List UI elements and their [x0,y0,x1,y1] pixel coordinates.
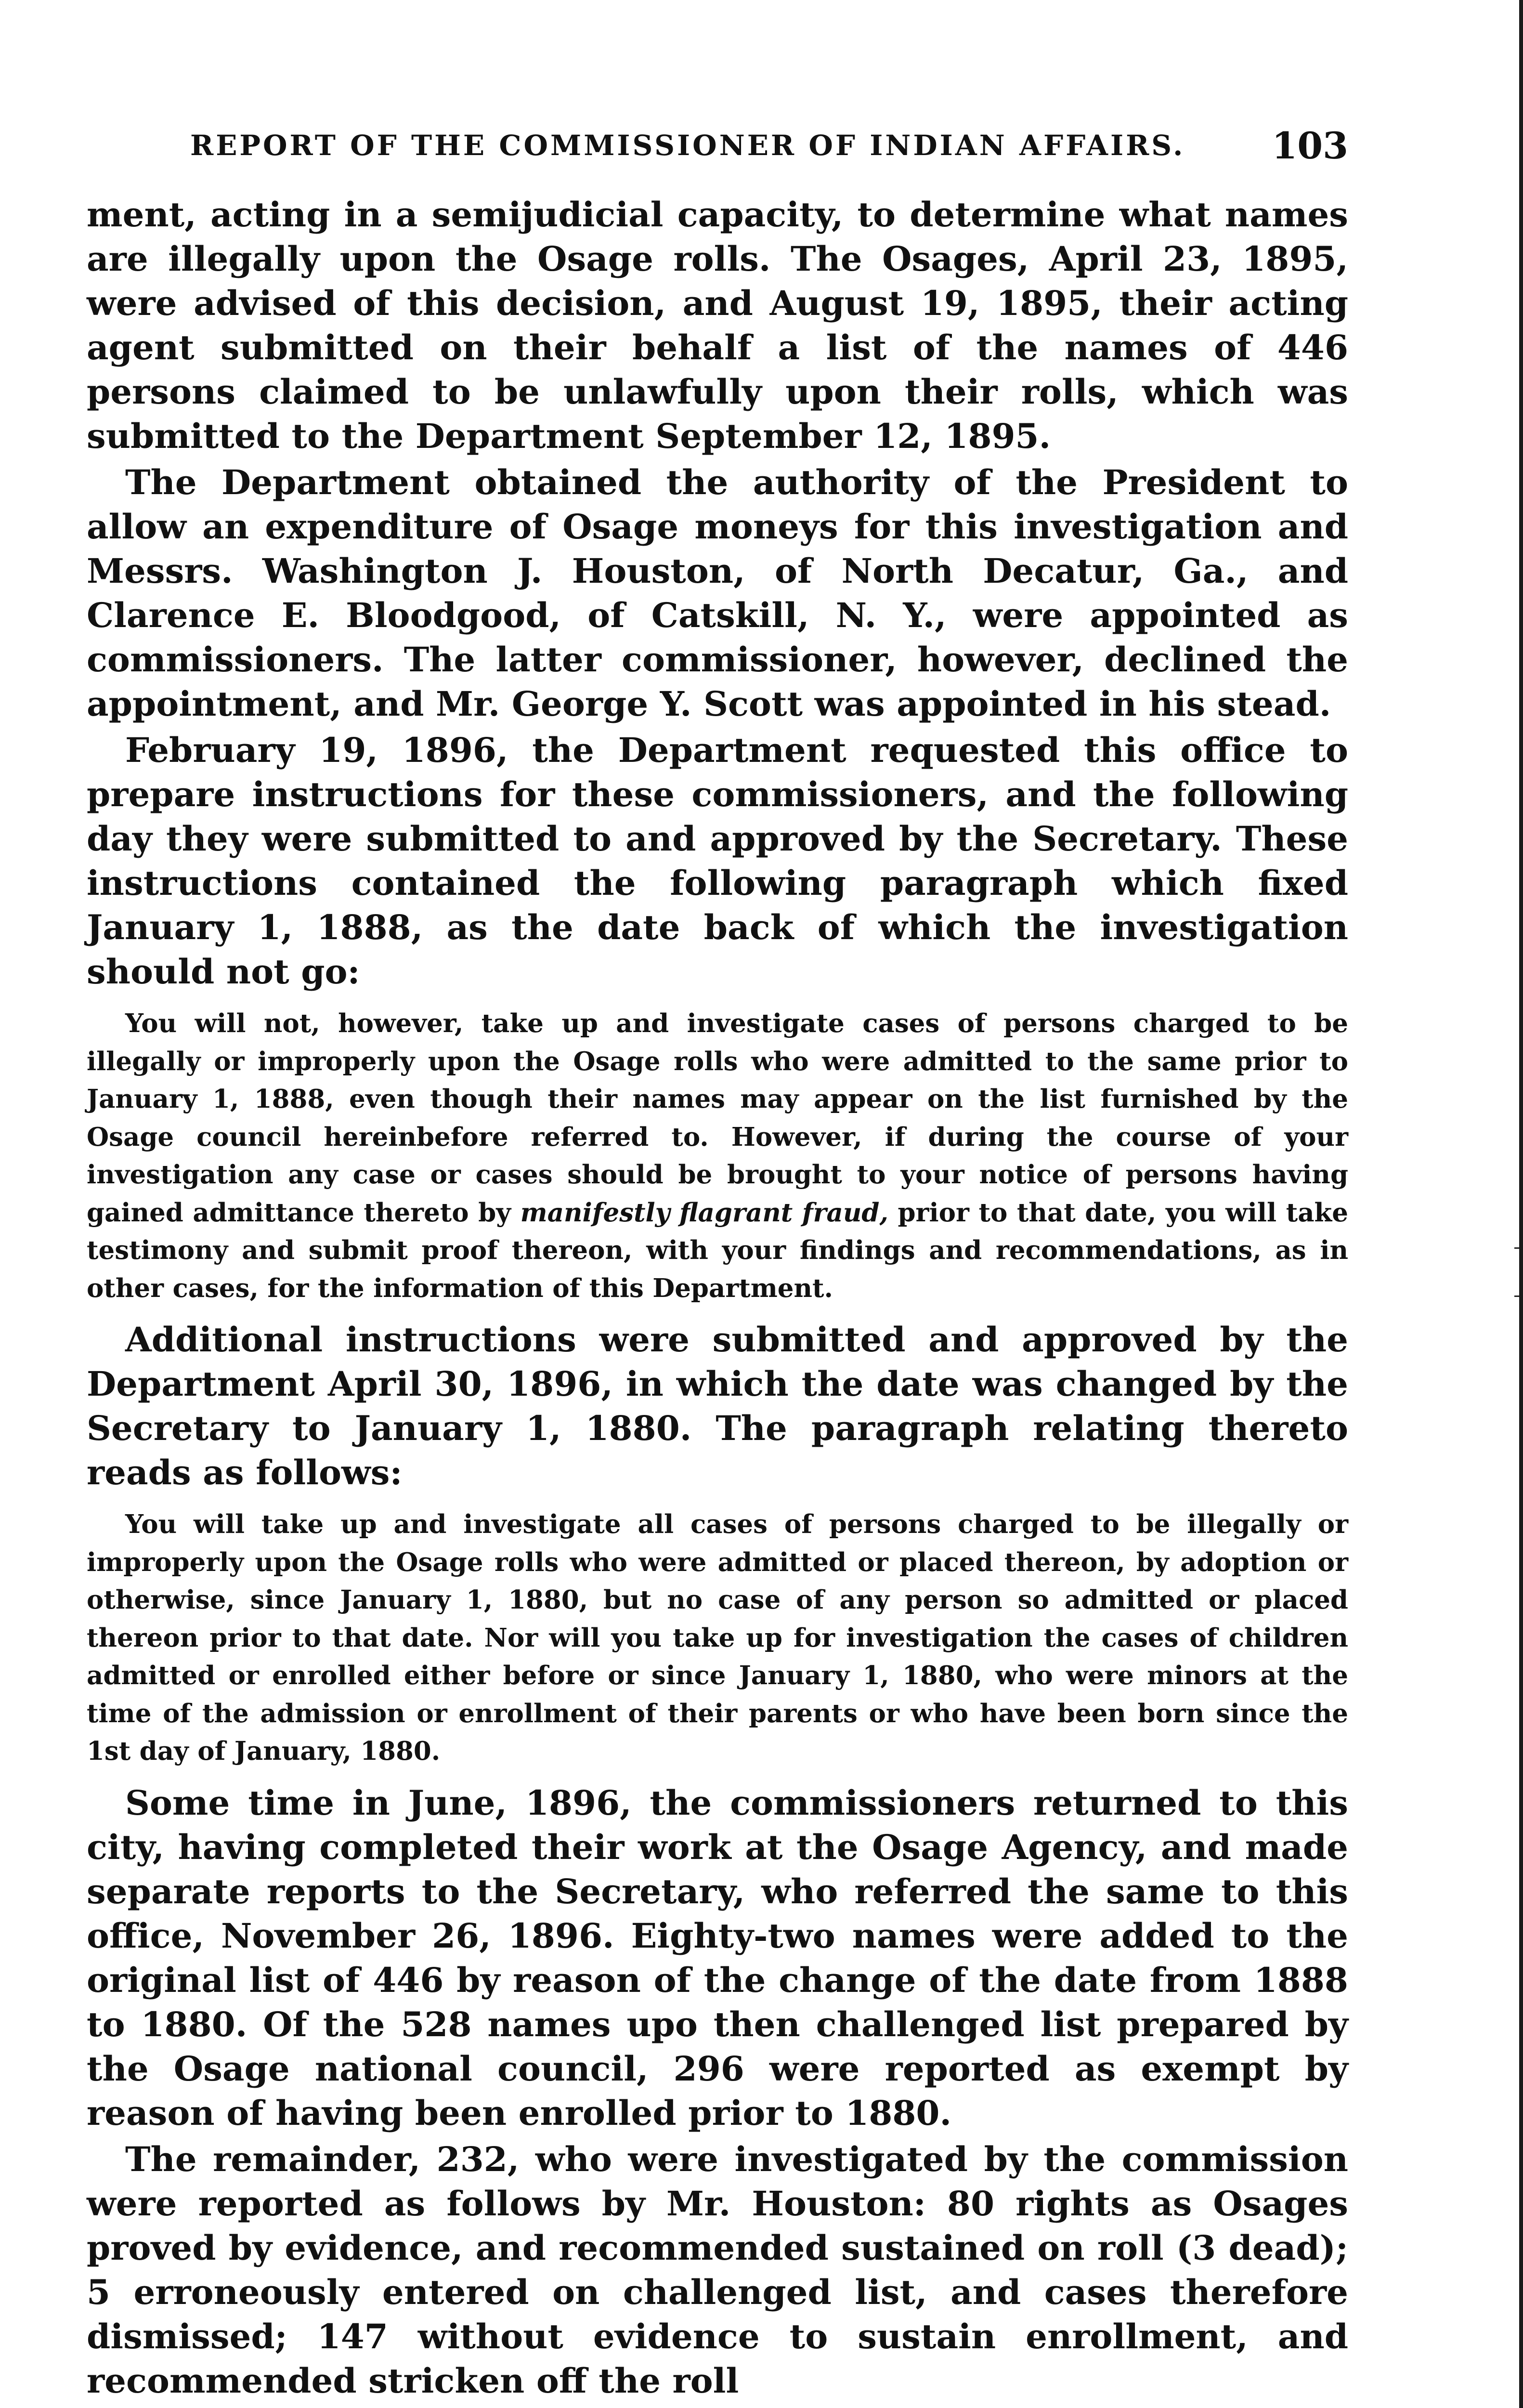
body-text [87,1781,1348,2403]
quote-text: You will not, however, take up and investigate cases of persons charged to be illegally or improperly upon the Osage rolls who were admitted to the same prior to January 1, 1888, even though their names may appear on the list furnished by the Osage council hereinbefore referred to. However, if during the course of your investigation any case or cases should be brought to your notice of persons having gained admittance thereto by [87,1008,1348,1228]
page-content [87,116,1348,2405]
scan-tick-mark [1514,1296,1519,1297]
paragraph-commissioners-return: Some time in June, 1896, the commissioners returned to this city, having completed their work at the Osage Agency, and made separate reports to the Secretary, who referred the same to this office, November 26, 1896. Eighty-two names were added to the original list of 446 by reason of the change of the date from 1888 to 1880. Of the 528 names upo then challenged list prepared by the Osage national council, 296 were reported as exempt by reason of having been enrolled prior to 1880. [87,1782,1348,2133]
scan-tick-mark [1514,1247,1519,1249]
running-head [87,116,1348,183]
block-quote-1880: You will take up and investigate all cases of persons charged to be illegally or improperly upon the Osage rolls who were admitted or placed thereon, by adoption or otherwise, since January 1, 1880, but no case of any person so admitted or placed thereon prior to that date. Nor will you take up for investigation the cases of children admitted or enrolled either before or since January 1, 1880, who were minors at the time of the admission or enrollment of their parents or who have been born since the 1st day of January, 1880. [87,1509,1348,1766]
paragraph-department-authority: The Department obtained the authority of the President to allow an expenditure of Osage moneys for this investigation and Messrs. Washington J. Houston, of North Decatur, Ga., and Clarence E. Bloodgood, of Catskill, N. Y., were appointed as commissioners. The latter commissioner, however, declined the appointment, and Mr. George Y. Scott was appointed in his stead. [87,462,1348,724]
paragraph-remainder: The remainder, 232, who were investigated by the commission were reported as follows by Mr. Houston: 80 rights as Osages proved by evidence, and recommended sustained on roll (3 dead); 5 erroneously entered on challenged list, and cases therefore dismissed; 147 without evidence to sustain enrollment, and recommended stricken off the roll [87,2139,1348,2401]
page-number: 103 [1272,124,1348,167]
paragraph-additional-instructions: Additional instructions were submitted and approved by the Department April 30, 1896, in which the date was changed by the Secretary to January 1, 1880. The paragraph relating thereto reads as follows: [87,1320,1348,1492]
paragraph-continued: ment, acting in a semijudicial capacity, to determine what names are illegally upon the Osage rolls. The Osages, April 23, 1895, were advised of this decision, and August 19, 1895, their acting agent submitted on their behalf a list of the names of 446 persons claimed to be unlawfully upon their rolls, which was submitted to the Department September 12, 1895. [87,195,1348,456]
body-text [87,193,1348,994]
quote-text: prior to that date, you will take testimony and submit proof thereon, with your findings and recommendations, as in other cases, for the information of this Department. [87,1197,1348,1303]
paragraph-instructions: February 19, 1896, the Department requested this office to prepare instructions for these commissioners, and the following day they were submitted to and approved by the Secretary. These instructions contained the following paragraph which fixed January 1, 1888, as the date back of which the investigation should not go: [87,730,1348,992]
body-text [87,1318,1348,1495]
quote-italic-text: manifestly flagrant fraud, [520,1197,888,1228]
running-title: REPORT OF THE COMMISSIONER OF INDIAN AFFAIRS. [190,129,1185,162]
scan-border [1519,0,1523,2408]
block-quote-1888 [87,1005,1348,1307]
